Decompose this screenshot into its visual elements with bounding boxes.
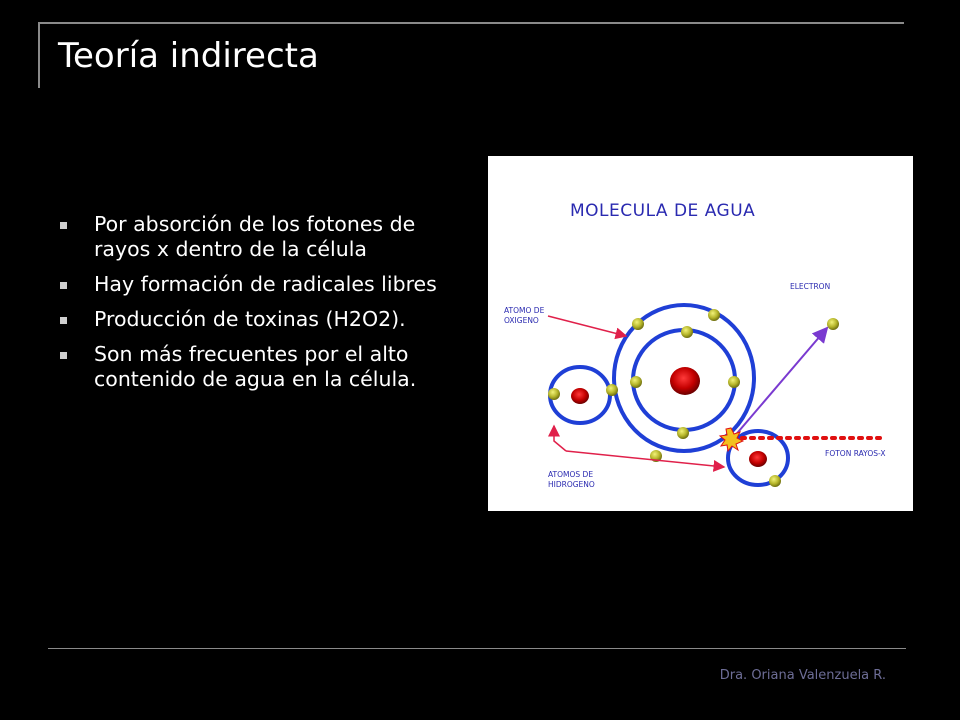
label-photon: FOTON RAYOS-X — [825, 449, 886, 458]
bullet-item — [58, 212, 458, 262]
bullet-item — [58, 272, 458, 297]
electron-dot — [630, 376, 642, 388]
electron-dot — [632, 318, 644, 330]
bullet-text: Por absorción de los fotones de rayos x dentro de la célula — [94, 212, 416, 261]
square-bullet-icon — [60, 222, 67, 229]
label-oxygen-line2: OXIGENO — [504, 316, 539, 325]
water-molecule-svg — [488, 156, 913, 511]
diagram-title: MOLECULA DE AGUA — [570, 201, 756, 221]
electron-dot — [708, 309, 720, 321]
footer-author: Dra. Oriana Valenzuela R. — [719, 668, 886, 683]
slide-title: Teoría indirecta — [58, 36, 319, 76]
label-oxygen-line1: ATOMO DE — [504, 306, 545, 315]
bottom-rule — [48, 648, 906, 649]
bullet-list — [58, 212, 458, 402]
left-rule — [38, 22, 40, 88]
bullet-item — [58, 342, 458, 392]
hydrogen-right-nucleus — [749, 451, 767, 467]
electron-dot — [548, 388, 560, 400]
bullet-text: Son más frecuentes por el alto contenido de agua en la célula. — [94, 342, 417, 391]
oxygen-nucleus — [670, 367, 700, 395]
electron-dot — [827, 318, 839, 330]
square-bullet-icon — [60, 317, 67, 324]
square-bullet-icon — [60, 352, 67, 359]
bullet-text: Producción de toxinas (H2O2). — [94, 307, 406, 331]
water-molecule-diagram — [488, 156, 913, 511]
label-electron: ELECTRON — [790, 282, 831, 291]
hydrogen-left-pointer-arrow — [554, 426, 566, 451]
label-hydrogen-line2: HIDROGENO — [548, 480, 595, 489]
oxygen-pointer-arrow — [548, 316, 626, 336]
electron-dot — [677, 427, 689, 439]
label-hydrogen-line1: ATOMOS DE — [548, 470, 594, 479]
electron-dot — [606, 384, 618, 396]
hydrogen-right-pointer-arrow — [566, 451, 724, 467]
square-bullet-icon — [60, 282, 67, 289]
electron-dot — [769, 475, 781, 487]
electron-dot — [681, 326, 693, 338]
hydrogen-left-nucleus — [571, 388, 589, 404]
electron-dot — [728, 376, 740, 388]
bullet-text: Hay formación de radicales libres — [94, 272, 437, 296]
top-rule — [40, 22, 904, 24]
bullet-item — [58, 307, 458, 332]
